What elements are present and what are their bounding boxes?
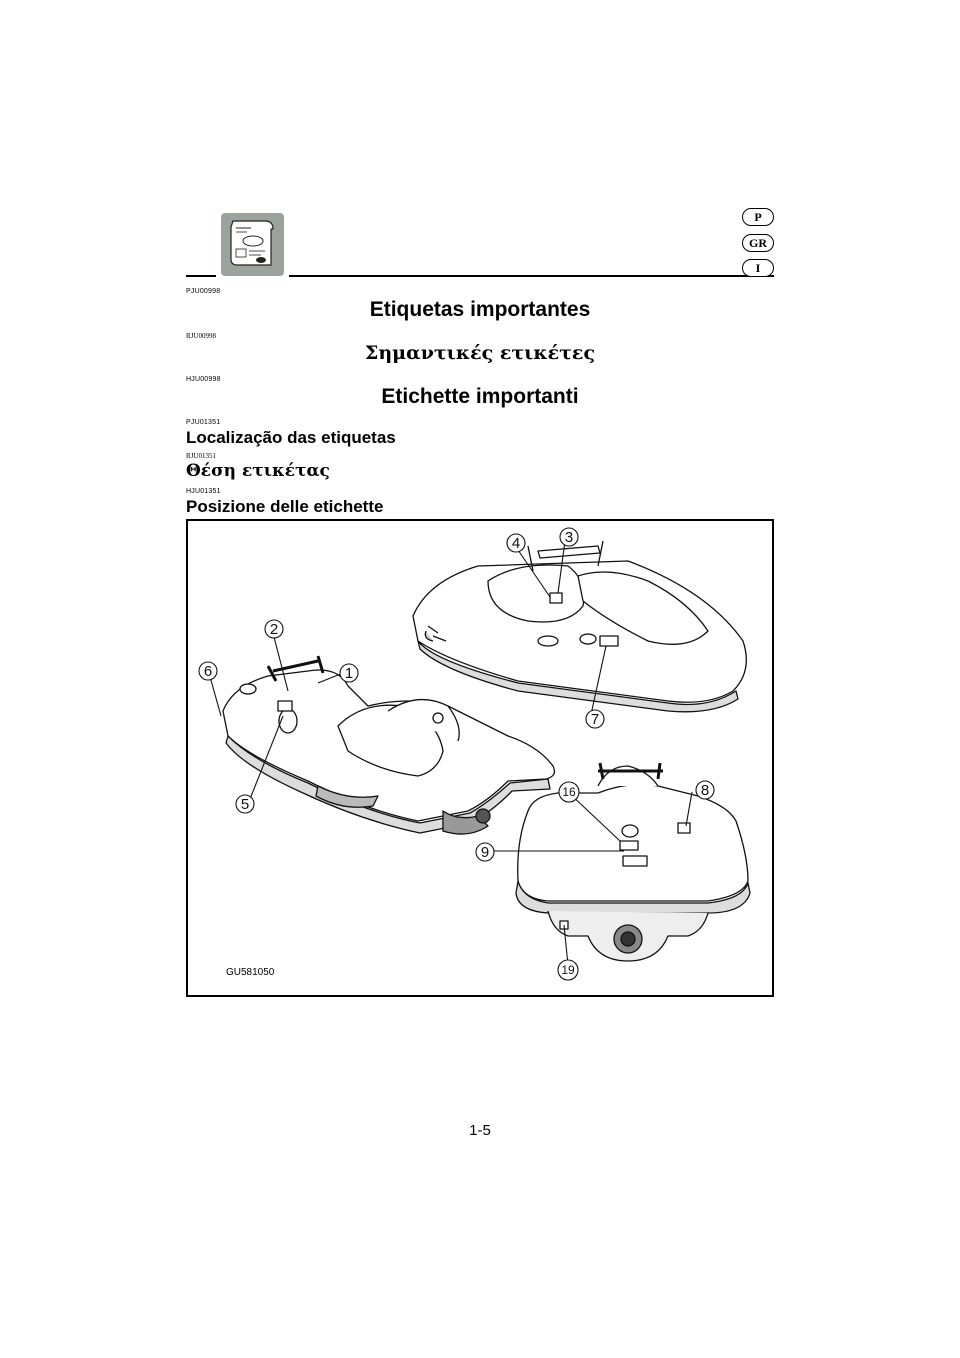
language-badge-i: I bbox=[742, 259, 774, 277]
svg-text:3: 3 bbox=[564, 529, 574, 546]
language-badge-p: P bbox=[742, 208, 774, 226]
doc-code: RJU00998 bbox=[186, 332, 216, 340]
watercraft-rear-view bbox=[516, 763, 750, 961]
doc-code: PJU00998 bbox=[186, 288, 221, 295]
callout-1 bbox=[340, 664, 358, 682]
callout-5 bbox=[236, 795, 254, 813]
svg-text:8: 8 bbox=[700, 782, 710, 799]
manual-document-icon bbox=[221, 213, 284, 276]
callout-16 bbox=[559, 782, 579, 802]
svg-text:7: 7 bbox=[590, 711, 600, 728]
callout-4 bbox=[507, 534, 525, 552]
svg-text:9: 9 bbox=[480, 844, 490, 861]
svg-text:1: 1 bbox=[344, 665, 354, 682]
figure-code: GU581050 bbox=[226, 967, 275, 978]
label-location-figure bbox=[186, 519, 774, 997]
doc-code: HJU01351 bbox=[186, 488, 221, 495]
svg-text:4: 4 bbox=[511, 535, 521, 552]
doc-code: RJU01351 bbox=[186, 452, 216, 460]
section-title-pt: Localização das etiquetas bbox=[186, 428, 396, 447]
page-title-gr: Σημαντικές ετικέτες bbox=[364, 342, 596, 364]
callout-7 bbox=[586, 710, 604, 728]
watercraft-top-view bbox=[413, 541, 746, 712]
page-title-pt: Etiquetas importantes bbox=[369, 298, 591, 321]
callout-19 bbox=[558, 960, 578, 980]
callout-8 bbox=[696, 781, 714, 799]
page-title-it: Etichette importanti bbox=[381, 385, 579, 408]
svg-text:6: 6 bbox=[203, 663, 213, 680]
callout-9 bbox=[476, 843, 494, 861]
callout-3 bbox=[560, 528, 578, 546]
svg-text:19: 19 bbox=[561, 963, 575, 977]
section-title-gr: Θέση ετικέτας bbox=[186, 461, 330, 481]
callout-2 bbox=[265, 620, 283, 638]
callout-6 bbox=[199, 662, 217, 680]
doc-code: PJU01351 bbox=[186, 419, 221, 426]
header-rule bbox=[186, 275, 216, 277]
header-rule bbox=[289, 275, 774, 277]
language-badge-gr: GR bbox=[742, 234, 774, 252]
watercraft-illustration bbox=[188, 521, 772, 995]
page-number: 1-5 bbox=[469, 1122, 491, 1139]
doc-code: HJU00998 bbox=[186, 376, 221, 383]
section-title-it: Posizione delle etichette bbox=[186, 497, 384, 516]
svg-text:2: 2 bbox=[269, 621, 279, 638]
svg-text:16: 16 bbox=[562, 785, 576, 799]
svg-text:5: 5 bbox=[240, 796, 250, 813]
